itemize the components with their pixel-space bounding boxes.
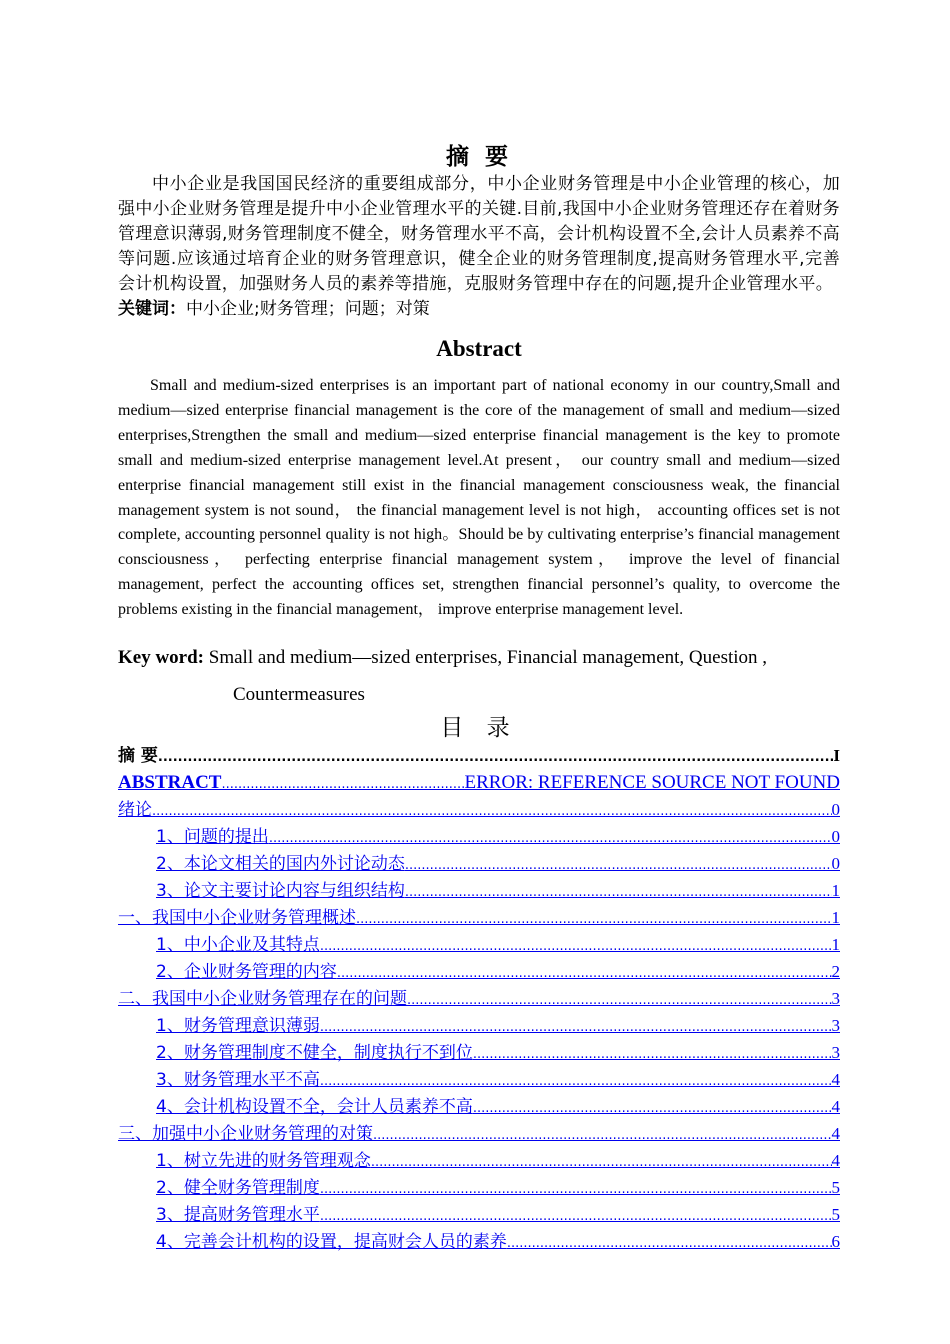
toc-entry-page: 4 (831, 1151, 840, 1171)
toc-leader-dots (320, 933, 832, 959)
toc-entry-page: 3 (831, 989, 840, 1009)
toc-entry[interactable] (118, 959, 840, 986)
toc-entry[interactable] (118, 851, 840, 878)
toc-entry-page: 6 (831, 1232, 840, 1252)
toc-entry-page: 4 (831, 1070, 840, 1090)
page-content (118, 142, 840, 1256)
toc-entry-title: 三、加强中小企业财务管理的对策 (118, 1124, 373, 1145)
toc-entry[interactable] (118, 770, 840, 797)
toc-entry-page: ERROR: REFERENCE SOURCE NOT FOUND (464, 772, 840, 794)
toc-entry[interactable] (118, 1013, 840, 1040)
toc-entry-page: 0 (831, 854, 840, 874)
toc-entry-title: 2、财务管理制度不健全，制度执行不到位 (156, 1043, 473, 1064)
toc-entry-title: 3、论文主要讨论内容与组织结构 (156, 881, 405, 902)
keywords-cn (118, 297, 840, 322)
toc-entry-title: 2、企业财务管理的内容 (156, 962, 337, 983)
toc-leader-dots (473, 1095, 832, 1121)
toc-leader-dots (320, 1203, 832, 1229)
toc-entry-title: 4、会计机构设置不全，会计人员素养不高 (156, 1097, 473, 1118)
abstract-cn-body: 中小企业是我国国民经济的重要组成部分，中小企业财务管理是中小企业管理的核心，加强中小企业财务管理是提升中小企业管理水平的关键.目前,我国中小企业财务管理还存在着财务管理意识薄弱,财务管理制度不健全，财务管理水平不高，会计机构设置不全,会计人员素养不高等问题.应该通过培育企业的财务管理意识，健全企业的财务管理制度,提高财务管理水平,完善会计机构设置，加强财务人员的素养等措施，克服财务管理中存在的问题,提升企业管理水平。 (118, 174, 840, 294)
toc-entry[interactable] (118, 932, 840, 959)
toc-entry[interactable] (118, 1229, 840, 1256)
toc-entry-page: 2 (831, 962, 840, 982)
toc-entry-title: 绪论 (118, 800, 152, 821)
toc-entry-page: 1 (831, 935, 840, 955)
toc-leader-dots (507, 1230, 832, 1256)
toc-leader-dots (269, 825, 832, 851)
toc-entry-title: 4、完善会计机构的设置，提高财会人员的素养 (156, 1232, 507, 1253)
toc-entry[interactable] (118, 1094, 840, 1121)
toc-leader-dots (320, 1176, 832, 1202)
abstract-en-title: Abstract (436, 336, 522, 361)
toc-leader-dots (221, 771, 464, 797)
toc-leader-dots (371, 1149, 832, 1175)
toc-entry[interactable] (118, 1121, 840, 1148)
toc-entry[interactable] (118, 1040, 840, 1067)
toc-leader-dots (158, 744, 833, 770)
toc-entry[interactable] (118, 824, 840, 851)
toc-entry-page: 3 (831, 1043, 840, 1063)
toc-entry-page: 4 (831, 1097, 840, 1117)
toc-entry-page: 4 (831, 1124, 840, 1144)
toc-leader-dots (320, 1068, 832, 1094)
toc-title: 目 录 (440, 715, 518, 742)
toc-entry-page: 3 (831, 1016, 840, 1036)
toc-entry[interactable] (118, 905, 840, 932)
keywords-en (118, 639, 840, 713)
toc-entry[interactable] (118, 878, 840, 905)
toc-entry-page: 0 (831, 800, 840, 820)
toc-entry-title: 2、本论文相关的国内外讨论动态 (156, 854, 405, 875)
toc-entry[interactable] (118, 1175, 840, 1202)
keywords-en-line1: Small and medium—sized enterprises, Financial management, Question , (208, 647, 768, 669)
toc-entry-title: 二、我国中小企业财务管理存在的问题 (118, 989, 407, 1010)
toc-entry-page: 5 (831, 1178, 840, 1198)
toc-entry-page: I (833, 746, 840, 766)
toc-entry-page: 0 (831, 827, 840, 847)
toc-leader-dots (407, 987, 832, 1013)
table-of-contents (118, 743, 840, 1256)
toc-leader-dots (405, 852, 832, 878)
toc-entry-title: 1、中小企业及其特点 (156, 935, 320, 956)
toc-leader-dots (405, 879, 832, 905)
toc-entry[interactable] (118, 1202, 840, 1229)
toc-entry-page: 1 (831, 908, 840, 928)
toc-leader-dots (373, 1122, 832, 1148)
abstract-cn-title: 摘 要 (445, 144, 512, 170)
toc-leader-dots (320, 1014, 832, 1040)
toc-entry-page: 5 (831, 1205, 840, 1225)
toc-entry-title: 2、健全财务管理制度 (156, 1178, 320, 1199)
keywords-cn-value: 中小企业;财务管理；问题；对策 (186, 299, 430, 319)
toc-leader-dots (337, 960, 832, 986)
toc-entry[interactable] (118, 1148, 840, 1175)
toc-entry-page: 1 (831, 881, 840, 901)
toc-leader-dots (152, 798, 832, 824)
toc-entry[interactable] (118, 1067, 840, 1094)
toc-entry-title: 1、财务管理意识薄弱 (156, 1016, 320, 1037)
toc-entry-title: 1、树立先进的财务管理观念 (156, 1151, 371, 1172)
toc-entry-title: 摘 要 (118, 746, 158, 767)
toc-entry[interactable] (118, 986, 840, 1013)
toc-entry-title: 3、提高财务管理水平 (156, 1205, 320, 1226)
keywords-cn-label: 关键词： (118, 299, 186, 319)
abstract-en-body: Small and medium-sized enterprises is an important part of national economy in our country,Small and medium—sized enterprise financial management is the core of the management of small and medium—sized enterprises,Strengthen the small and medium—sized enterprise financial management is the key to promote small and medium-sized enterprise management level.At present， our country small and medium—sized enterprise financial management still exist in the financial management consciousness weak, the financial management system is not sound， the financial management level is not high， accounting offices set is not complete, accounting personnel quality is not high。Should be by cultivating enterprise’s financial management consciousness， perfecting enterprise financial management system， improve the level of financial management, perfect the accounting offices set, strengthen financial personnel’s quality, to overcome the problems existing in the financial management， improve enterprise management level. (118, 377, 840, 619)
toc-entry-title: 1、问题的提出 (156, 827, 269, 848)
toc-entry-title: 一、我国中小企业财务管理概述 (118, 908, 356, 929)
keywords-en-line2: Countermeasures (233, 684, 365, 706)
toc-entry (118, 743, 840, 770)
toc-entry-title: 3、财务管理水平不高 (156, 1070, 320, 1091)
toc-entry-title: ABSTRACT (118, 772, 222, 794)
toc-entry[interactable] (118, 797, 840, 824)
toc-leader-dots (473, 1041, 832, 1067)
keywords-en-label: Key word: (118, 647, 205, 669)
toc-leader-dots (356, 906, 832, 932)
